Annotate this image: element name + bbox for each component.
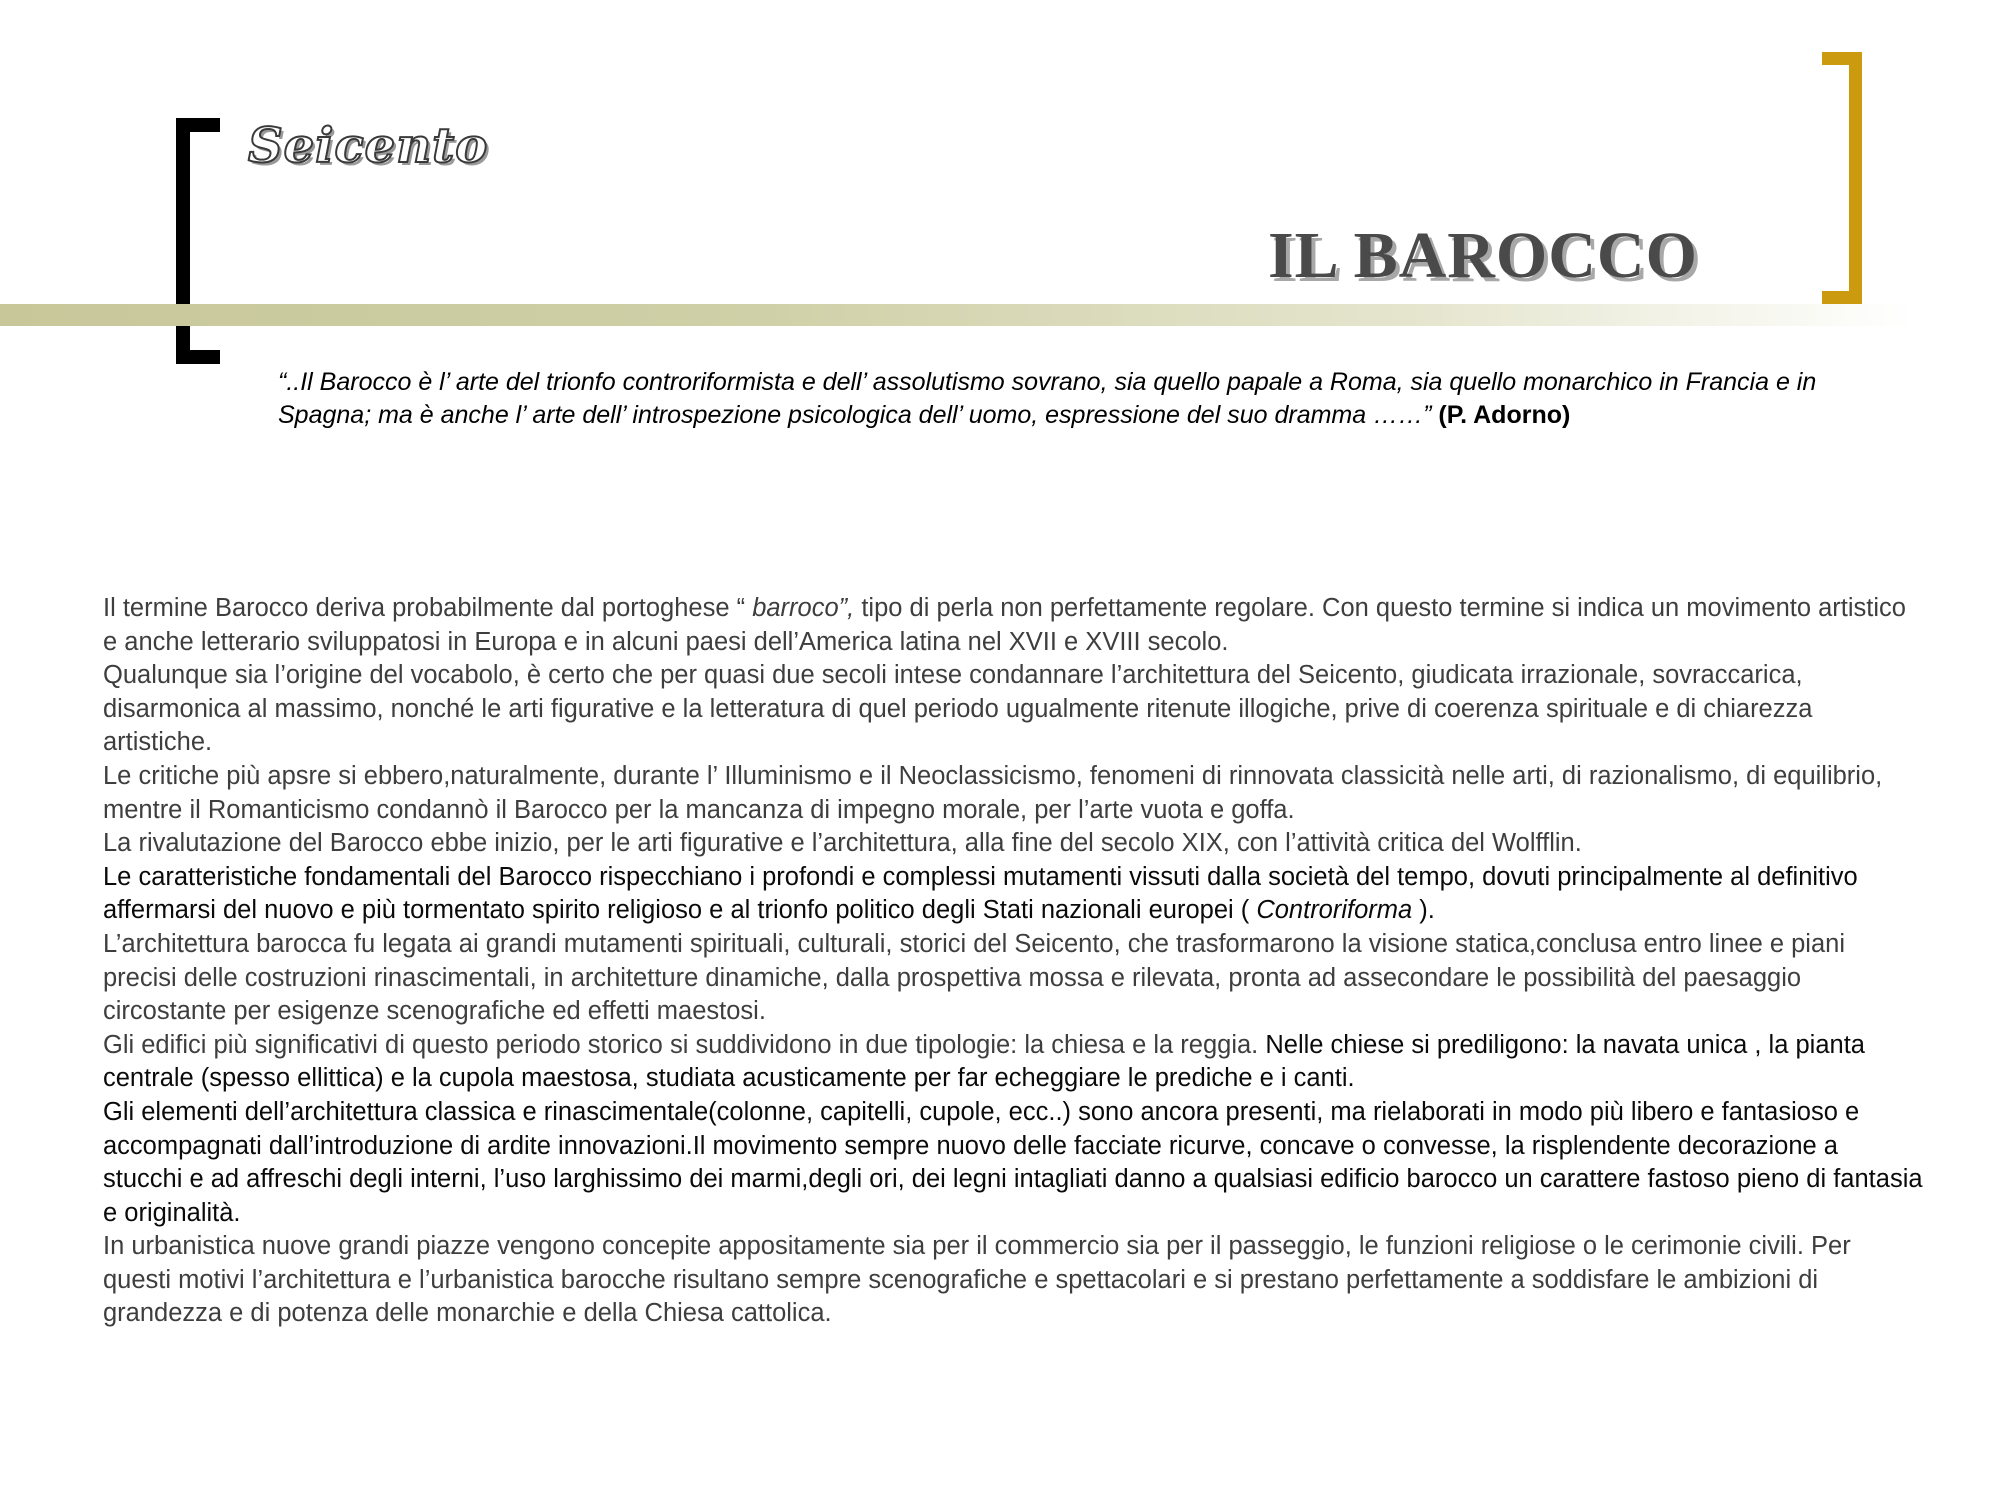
left-bracket-decoration bbox=[176, 118, 220, 364]
section-title: Seicento bbox=[248, 118, 489, 174]
paragraph-revaluation: La rivalutazione del Barocco ebbe inizio, per le arti figurative e l’architettura, alla fine del secolo XIX, con l’attività critica del Wolfflin. bbox=[103, 829, 1582, 858]
paragraph-architecture: L’architettura barocca fu legata ai grandi mutamenti spirituali, culturali, storici del Seicento, che trasformarono la visione statica,conclusa entro linee e piani precisi delle costruzioni rinascimentali, in architetture dinamiche, dalla prospettiva mossa e rilevata, pronta ad assecondare le possibilità del paesaggio circostante per esigenze scenografiche ed effetti maestosi. bbox=[103, 929, 1845, 1026]
paragraph-text: Nelle chiese si prediligono: la navata unica , la pianta centrale (spesso ellittica) e la cupola maestosa, studiata acusticamente per far echeggiare le prediche e i canti. bbox=[103, 1030, 1865, 1093]
body-text bbox=[103, 592, 1923, 1331]
quote-author: (P. Adorno) bbox=[1438, 401, 1571, 429]
paragraph-urbanism: In urbanistica nuove grandi piazze vengono concepite appositamente sia per il commercio sia per il passeggio, le funzioni religiose o le cerimonie civili. Per questi motivi l’architettura e l’urbanistica barocche risultano sempre scenografiche e spettacolari e si prestano perfettamente a soddisfare le ambizioni di grandezza e di potenza delle monarchie e della Chiesa cattolica. bbox=[103, 1232, 1851, 1328]
emphasis-text: Controriforma bbox=[1256, 896, 1413, 925]
paragraph-text: tipo di perla non perfettamente regolare. Con questo termine si indica un movimento artistico e anche letterario sviluppatosi in Europa e in alcuni paesi dell’America latina nel XVII e XVIII secolo. bbox=[103, 594, 1906, 656]
paragraph-text: Gli edifici più significativi di questo periodo storico si suddividono in due tipologie: la chiesa e la reggia. bbox=[103, 1030, 1266, 1059]
quote-block bbox=[278, 366, 1858, 432]
quote-text: “..Il Barocco è l’ arte del trionfo controriformista e dell’ assolutismo sovrano, sia quello papale a Roma, sia quello monarchico in Francia e in Spagna; ma è anche l’ arte dell’ introspezione psicologica dell’ uomo, espressione del suo dramma ……” bbox=[278, 368, 1817, 429]
paragraph-origin: Qualunque sia l’origine del vocabolo, è certo che per quasi due secoli intese condannare l’architettura del Seicento, giudicata irrazionale, sovraccarica, disarmonica al massimo, nonché le arti figurative e la letteratura di quel periodo ugualmente ritenute illogiche, prive di coerenza spirituale e di chiarezza artistiche. bbox=[103, 661, 1813, 757]
paragraph-buildings bbox=[103, 1029, 1923, 1096]
right-bracket-decoration bbox=[1822, 52, 1862, 304]
paragraph-etymology bbox=[103, 592, 1923, 659]
header-divider-bar bbox=[0, 304, 1915, 326]
paragraph-text: Il termine Barocco deriva probabilmente dal portoghese “ bbox=[103, 594, 753, 622]
paragraph-text: Le caratteristiche fondamentali del Barocco rispecchiano i profondi e complessi mutamenti vissuti dalla società del tempo, dovuti principalmente al definitivo affermarsi del nuovo e più tormentato spirito religioso e al trionfo politico degli Stati nazionali europei ( bbox=[103, 862, 1858, 925]
paragraph-elements: Gli elementi dell’architettura classica e rinascimentale(colonne, capitelli, cupole, ecc..) sono ancora presenti, ma rielaborati in modo più libero e fantasioso e accompagnati dall’introduzione di ardite innovazioni.Il movimento sempre nuovo delle facciate ricurve, concave o convesse, la risplendente decorazione a stucchi e ad affreschi degli interni, l’uso larghissimo dei marmi,degli ori, dei legni intagliati danno a qualsiasi edificio barocco un carattere fastoso pieno di fantasia e originalità. bbox=[103, 1097, 1923, 1227]
emphasis-text: barroco”, bbox=[752, 594, 855, 622]
paragraph-text: ). bbox=[1412, 896, 1435, 925]
page-title: IL BAROCCO bbox=[1268, 219, 1698, 292]
paragraph-characteristics bbox=[103, 861, 1923, 928]
paragraph-criticism: Le critiche più apsre si ebbero,naturalmente, durante l’ Illuminismo e il Neoclassicismo, fenomeni di rinnovata classicità nelle arti, di razionalismo, di equilibrio, mentre il Romanticismo condannò il Barocco per la mancanza di impegno morale, per l’arte vuota e goffa. bbox=[103, 761, 1883, 824]
